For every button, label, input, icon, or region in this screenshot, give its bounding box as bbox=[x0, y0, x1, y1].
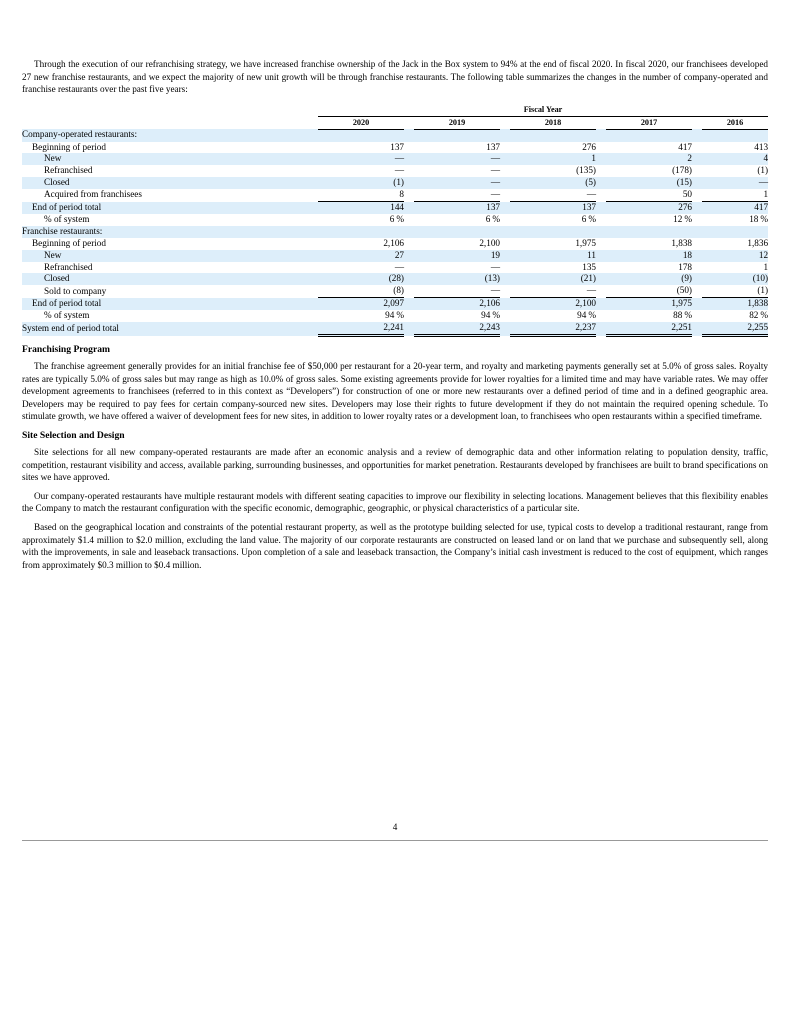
percent-sign: % bbox=[760, 213, 769, 224]
site-paragraph-1: Site selections for all new company-operated restaurants are made after an economic analysis and a review of demographic data and other information relating to population density, traffic, competition, restaurant visibility and access, available parking, surrounding businesses, and opportunities for market penetration. Restaurants developed by franchisees are built to brand specifications on sites we have approved. bbox=[22, 446, 768, 483]
table-cell: (1) bbox=[318, 177, 404, 189]
table-cell: (178) bbox=[672, 165, 692, 176]
restaurant-count-table bbox=[22, 104, 768, 337]
percent-sign: % bbox=[396, 310, 404, 321]
table-cell: 94 % bbox=[385, 310, 404, 321]
table-cell: 94 % bbox=[577, 310, 596, 321]
table-row bbox=[22, 189, 768, 201]
table-row bbox=[22, 285, 768, 297]
intro-paragraph: Through the execution of our refranchising strategy, we have increased franchise ownership of the Jack in the Box system to 94% at the end of fiscal 2020. In fiscal 2020, our franchisees developed 27 new franchise restaurants, and we expect the majority of new unit growth will be through franchise restaurants. The following table summarizes the changes in the number of company-operated and franchise restaurants over the past five years: bbox=[22, 59, 768, 95]
table-cell: (5) bbox=[510, 177, 596, 189]
table-row bbox=[22, 129, 768, 141]
row-label: End of period total bbox=[22, 202, 318, 214]
row-label: End of period total bbox=[22, 298, 318, 310]
table-row bbox=[22, 298, 768, 310]
table-cell: 6 % bbox=[581, 213, 596, 224]
footer-divider bbox=[22, 840, 768, 841]
table-row bbox=[22, 250, 768, 262]
table-cell: — bbox=[490, 165, 500, 176]
table-cell: 417 bbox=[678, 141, 692, 152]
table-cell: 8 bbox=[399, 189, 404, 200]
table-row bbox=[22, 142, 768, 154]
year-header: 2017 bbox=[606, 116, 692, 129]
table-cell: (1) bbox=[757, 285, 769, 296]
table-cell: — bbox=[394, 165, 404, 176]
fiscal-year-header-row bbox=[22, 104, 768, 116]
franchising-heading: Franchising Program bbox=[22, 344, 111, 355]
row-label: New bbox=[22, 250, 318, 262]
table-cell bbox=[318, 226, 404, 238]
page-number: 4 bbox=[392, 822, 398, 832]
table-cell: 50 bbox=[682, 189, 692, 200]
table-row bbox=[22, 153, 768, 165]
table-cell: 137 bbox=[510, 202, 596, 214]
table-cell: 1,975 bbox=[575, 237, 596, 248]
table-cell: — bbox=[586, 189, 596, 200]
document-page bbox=[22, 58, 768, 577]
table-cell: — bbox=[586, 285, 596, 296]
table-cell: (13) bbox=[414, 273, 500, 285]
site-paragraph-3: Based on the geographical location and constraints of the potential restaurant property, as well as the prototype building selected for use, typical costs to develop a traditional restaurant, range from approximately $1.4 million to $2.0 million, excluding the land value. The majority of our corporate restaurants are constructed on leased land or on land that we purchase and subsequently sell, along with the improvements, in sale and leaseback transactions. Upon completion of a sale and leaseback transaction, the Company’s initial cash investment is reduced to the cost of equipment, which ranges from approximately $0.3 million to $0.4 million. bbox=[22, 521, 768, 570]
table-cell: (15) bbox=[606, 177, 692, 189]
table-row bbox=[22, 202, 768, 214]
table-cell bbox=[510, 226, 596, 238]
table-cell bbox=[318, 129, 404, 141]
row-label: Sold to company bbox=[44, 285, 107, 296]
site-paragraph-2: Our company-operated restaurants have multiple restaurant models with different seating capacities to improve our flexibility in selecting locations. Management believes that this flexibility enables the Company to match the restaurant configuration with the specific economic, demographic, geographic, or physical characteristics of a particular site. bbox=[22, 490, 768, 514]
table-cell: (50) bbox=[676, 285, 692, 296]
table-cell: 276 bbox=[582, 141, 596, 152]
percent-sign: % bbox=[684, 310, 692, 321]
percent-sign: % bbox=[684, 213, 692, 224]
table-cell: 1 bbox=[763, 261, 769, 272]
table-cell: 2,241 bbox=[318, 322, 404, 335]
table-row bbox=[22, 165, 768, 177]
table-cell: (28) bbox=[318, 273, 404, 285]
row-label: New bbox=[22, 153, 318, 165]
table-cell: 178 bbox=[678, 261, 692, 272]
table-cell: — bbox=[394, 261, 404, 272]
table-cell: — bbox=[702, 177, 768, 189]
table-cell: 94 % bbox=[481, 310, 500, 321]
table-cell: 1 bbox=[763, 189, 769, 200]
row-label: Acquired from franchisees bbox=[44, 189, 142, 200]
row-label: System end of period total bbox=[22, 322, 318, 335]
row-label: % of system bbox=[44, 213, 90, 224]
row-label: Refranchised bbox=[44, 261, 93, 272]
table-cell: 2,255 bbox=[702, 322, 768, 335]
table-cell: 4 bbox=[702, 153, 768, 165]
table-cell: (8) bbox=[393, 285, 404, 296]
row-label: Closed bbox=[22, 273, 318, 285]
table-cell: 2,251 bbox=[606, 322, 692, 335]
table-cell: 2 bbox=[606, 153, 692, 165]
table-cell: 1,838 bbox=[702, 298, 768, 310]
table-cell: — bbox=[414, 177, 500, 189]
row-label: % of system bbox=[44, 310, 90, 321]
table-cell: (21) bbox=[510, 273, 596, 285]
year-header: 2019 bbox=[414, 116, 500, 129]
table-cell bbox=[606, 129, 692, 141]
table-cell: 11 bbox=[510, 250, 596, 262]
percent-sign: % bbox=[588, 213, 596, 224]
table-cell: 2,100 bbox=[510, 298, 596, 310]
table-row bbox=[22, 322, 768, 335]
table-cell: 135 bbox=[582, 261, 596, 272]
table-cell: 1,838 bbox=[671, 237, 692, 248]
table-cell: 6 % bbox=[485, 213, 500, 224]
row-label: Franchise restaurants: bbox=[22, 226, 318, 238]
table-cell: (10) bbox=[702, 273, 768, 285]
table-cell: 18 % bbox=[749, 213, 769, 224]
table-row bbox=[22, 262, 768, 274]
row-label: Closed bbox=[22, 177, 318, 189]
table-cell: (135) bbox=[576, 165, 596, 176]
table-cell: 276 bbox=[606, 202, 692, 214]
table-cell: 19 bbox=[414, 250, 500, 262]
table-cell: 2,097 bbox=[318, 298, 404, 310]
franchising-paragraph: The franchise agreement generally provides for an initial franchise fee of $50,000 per restaurant for a 20-year term, and royalty and marketing payments generally set at 5.0% of gross sales. Royalty rates are typically 5.0% of gross sales but may range as high as 10.0% of gross sales. Some existing agreements provide for lower royalties for a limited time and may have variable rates. We may offer development agreements to franchisees (referred to in this context as “Developers”) for construction of one or more new restaurants over a defined period of time and in a defined geographic area. Developers may be required to pay fees for certain company-sourced new sites. Developers may lose their rights to future development if they do not maintain the required opening schedule. To stimulate growth, we have offered a waiver of development fees for new sites, in addition to lower royalty rates or a development loan, to franchisees who open restaurants within a specified timeframe. bbox=[22, 361, 768, 422]
table-cell bbox=[510, 129, 596, 141]
table-cell: 2,106 bbox=[414, 298, 500, 310]
table-row bbox=[22, 273, 768, 285]
table-cell: 6 % bbox=[389, 213, 404, 224]
table-cell: 137 bbox=[414, 202, 500, 214]
table-cell: 82 % bbox=[749, 310, 769, 321]
table-row bbox=[22, 310, 768, 322]
table-cell: 1 bbox=[510, 153, 596, 165]
percent-sign: % bbox=[396, 213, 404, 224]
table-cell: 144 bbox=[318, 202, 404, 214]
table-cell bbox=[414, 226, 500, 238]
table-cell bbox=[606, 226, 692, 238]
row-label: Beginning of period bbox=[32, 141, 106, 152]
table-cell: 12 bbox=[702, 250, 768, 262]
row-label: Company-operated restaurants: bbox=[22, 129, 318, 141]
table-cell: 137 bbox=[390, 141, 404, 152]
table-cell: — bbox=[490, 189, 500, 200]
year-header: 2018 bbox=[510, 116, 596, 129]
table-cell: 88 % bbox=[673, 310, 692, 321]
table-cell: 12 % bbox=[673, 213, 692, 224]
percent-sign: % bbox=[588, 310, 596, 321]
percent-sign: % bbox=[760, 310, 769, 321]
table-cell: (9) bbox=[606, 273, 692, 285]
table-row bbox=[22, 177, 768, 189]
row-label: Refranchised bbox=[44, 165, 93, 176]
table-cell: 417 bbox=[702, 202, 768, 214]
year-header: 2020 bbox=[318, 116, 404, 129]
table-cell: 413 bbox=[754, 141, 769, 152]
table-cell: — bbox=[414, 153, 500, 165]
table-cell: 1,836 bbox=[747, 237, 769, 248]
table-cell: 137 bbox=[486, 141, 500, 152]
site-selection-heading: Site Selection and Design bbox=[22, 429, 125, 441]
table-cell: 2,243 bbox=[414, 322, 500, 335]
percent-sign: % bbox=[492, 213, 500, 224]
table-cell: 27 bbox=[318, 250, 404, 262]
fiscal-year-label: Fiscal Year bbox=[318, 104, 768, 116]
row-label: Beginning of period bbox=[32, 237, 106, 248]
year-header-row bbox=[22, 116, 768, 129]
table-row bbox=[22, 238, 768, 250]
table-cell: 18 bbox=[606, 250, 692, 262]
table-row bbox=[22, 214, 768, 226]
year-header: 2016 bbox=[702, 116, 768, 129]
table-cell: 2,237 bbox=[510, 322, 596, 335]
table-cell bbox=[414, 129, 500, 141]
table-cell bbox=[702, 226, 768, 238]
table-cell bbox=[702, 129, 768, 141]
table-cell: 2,100 bbox=[479, 237, 500, 248]
table-cell: — bbox=[490, 261, 500, 272]
table-cell: — bbox=[490, 285, 500, 296]
table-cell: — bbox=[318, 153, 404, 165]
table-cell: (1) bbox=[757, 165, 769, 176]
table-cell: 2,106 bbox=[383, 237, 404, 248]
percent-sign: % bbox=[492, 310, 500, 321]
table-row bbox=[22, 226, 768, 238]
table-cell: 1,975 bbox=[606, 298, 692, 310]
